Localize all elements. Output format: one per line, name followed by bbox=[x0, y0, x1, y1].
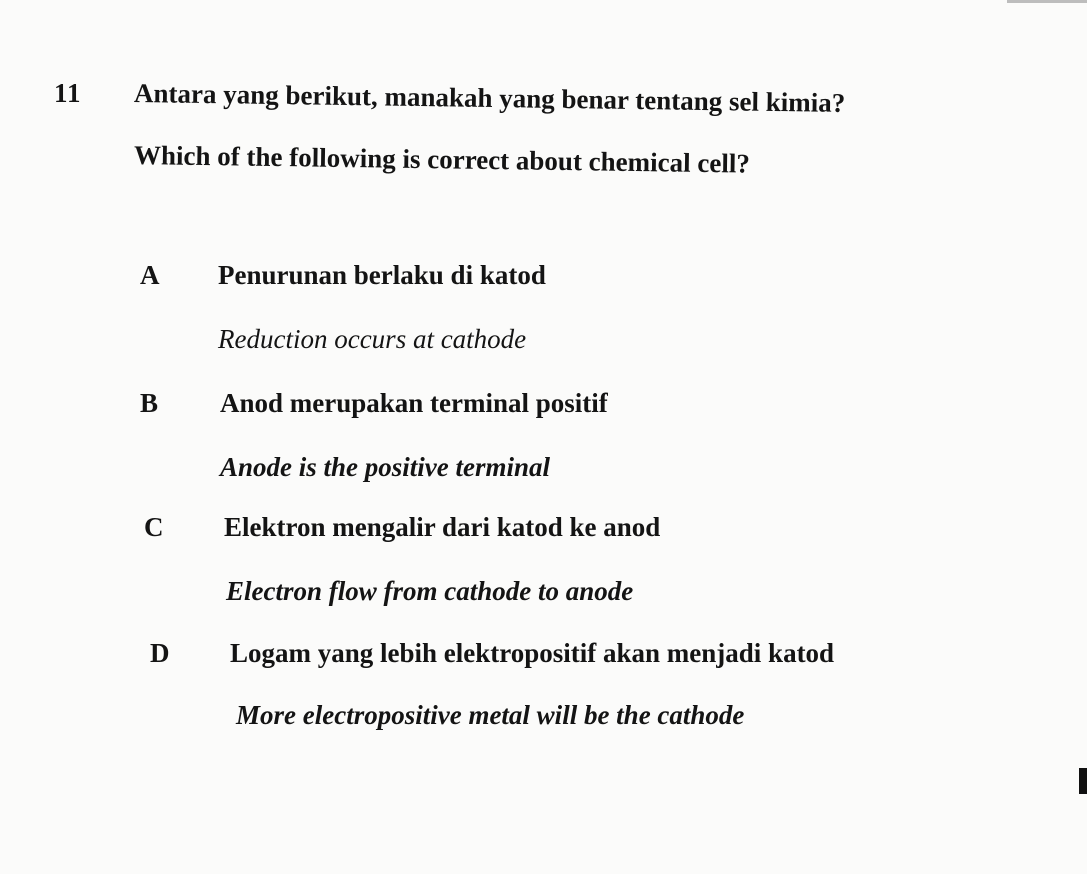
page-edge-mark bbox=[1007, 0, 1087, 3]
option-text-english: Electron flow from cathode to anode bbox=[226, 576, 634, 606]
option-letter: D bbox=[150, 638, 170, 668]
question-text-malay: Antara yang berikut, manakah yang benar tentang sel kimia? bbox=[133, 78, 846, 118]
option-letter: A bbox=[140, 260, 160, 290]
option-text-malay: Elektron mengalir dari katod ke anod bbox=[224, 512, 661, 542]
option-text-malay: Logam yang lebih elektropositif akan menjadi katod bbox=[230, 638, 835, 668]
question-number: 11 bbox=[54, 78, 82, 108]
question-text-english: Which of the following is correct about chemical cell? bbox=[133, 140, 751, 179]
option-text-english: More electropositive metal will be the cathode bbox=[236, 700, 745, 730]
option-text-malay: Anod merupakan terminal positif bbox=[220, 388, 608, 418]
option-letter: B bbox=[140, 388, 159, 418]
page-edge-mark bbox=[1079, 768, 1087, 794]
option-text-english: Reduction occurs at cathode bbox=[218, 324, 527, 354]
option-text-english: Anode is the positive terminal bbox=[220, 452, 551, 482]
option-letter: C bbox=[144, 512, 164, 542]
option-text-malay: Penurunan berlaku di katod bbox=[218, 260, 546, 290]
